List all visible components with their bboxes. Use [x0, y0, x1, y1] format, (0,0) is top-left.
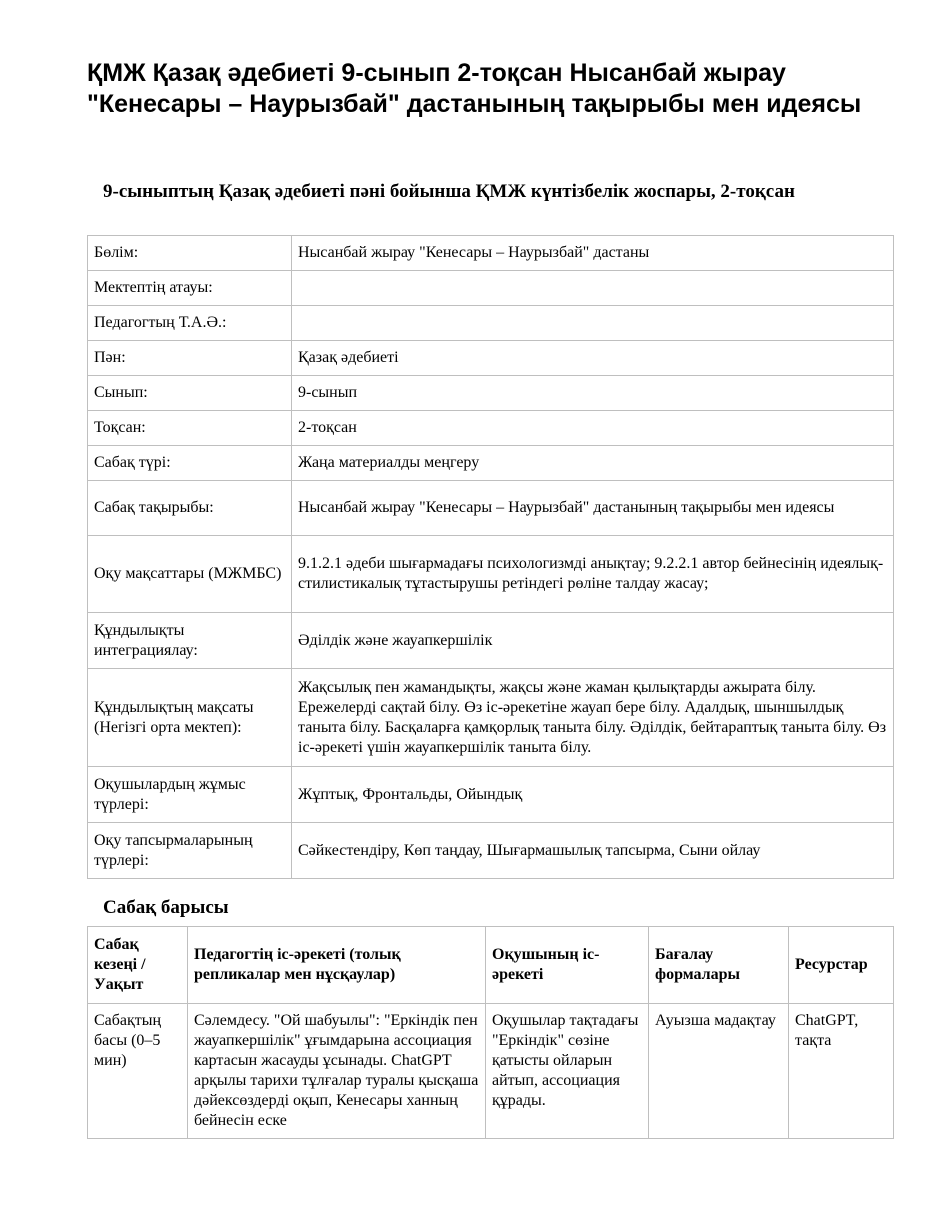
lesson-flow-table — [87, 926, 894, 1139]
info-value: 2-тоқсан — [292, 411, 894, 446]
column-header: Ресурстар — [789, 927, 894, 1004]
table-row — [88, 271, 894, 306]
table-row — [88, 446, 894, 481]
page-title: ҚМЖ Қазақ әдебиеті 9-сынып 2-тоқсан Нысанбай жырау "Кенесары – Наурызбай" дастанының тақырыбы мен идеясы — [87, 59, 862, 118]
info-value — [292, 306, 894, 341]
info-key: Тоқсан: — [88, 411, 292, 446]
info-key: Сабақ түрі: — [88, 446, 292, 481]
table-row — [88, 341, 894, 376]
info-value — [292, 271, 894, 306]
plan-subtitle: 9-сыныптың Қазақ әдебиеті пәні бойынша ҚМЖ күнтізбелік жоспары, 2-тоқсан — [103, 181, 795, 202]
info-value: Сәйкестендіру, Көп таңдау, Шығармашылық тапсырма, Сыни ойлау — [292, 823, 894, 879]
info-value: Нысанбай жырау "Кенесары – Наурызбай" дастанының тақырыбы мен идеясы — [292, 481, 894, 536]
info-value: 9-сынып — [292, 376, 894, 411]
table-header-row — [88, 927, 894, 1004]
info-value: Нысанбай жырау "Кенесары – Наурызбай" дастаны — [292, 236, 894, 271]
table-row — [88, 376, 894, 411]
table-row — [88, 767, 894, 823]
lesson-info-table — [87, 235, 894, 879]
info-key: Педагогтың Т.А.Ә.: — [88, 306, 292, 341]
info-key: Оқу мақсаттары (МЖМБС) — [88, 536, 292, 613]
table-row — [88, 481, 894, 536]
info-key: Оқушылардың жұмыс түрлері: — [88, 767, 292, 823]
info-key: Құндылықты интеграциялау: — [88, 613, 292, 669]
table-row — [88, 236, 894, 271]
info-value: Жұптық, Фронтальды, Ойындық — [292, 767, 894, 823]
table-cell: Сабақтың басы (0–5 мин) — [88, 1004, 188, 1139]
table-row — [88, 536, 894, 613]
info-value: Жақсылық пен жамандықты, жақсы және жаман қылықтарды ажырата білу. Ережелерді сақтай білу. Өз іс-әрекетіне жауап бере білу. Адалдық, шыншылдық таныта білу. Басқаларға қамқорлық таныта білу. Әділдік, бейтараптық таныта білу. Өз іс-әрекеті үшін жауапкершілік таныта білу. — [292, 669, 894, 767]
table-row — [88, 823, 894, 879]
table-cell: ChatGPT, тақта — [789, 1004, 894, 1139]
table-row — [88, 669, 894, 767]
column-header: Педагогтің іс-әрекеті (толық репликалар мен нұсқаулар) — [188, 927, 486, 1004]
column-header: Оқушының іс-әрекеті — [486, 927, 649, 1004]
info-value: Жаңа материалды меңгеру — [292, 446, 894, 481]
info-key: Сынып: — [88, 376, 292, 411]
table-cell: Ауызша мадақтау — [649, 1004, 789, 1139]
info-key: Сабақ тақырыбы: — [88, 481, 292, 536]
table-row — [88, 306, 894, 341]
info-value: Әділдік және жауапкершілік — [292, 613, 894, 669]
table-row — [88, 411, 894, 446]
info-key: Пән: — [88, 341, 292, 376]
info-value: 9.1.2.1 әдеби шығармадағы психологизмді анықтау; 9.2.2.1 автор бейнесінің идеялық-стилистикалық тұтастырушы ретіндегі рөліне талдау жасау; — [292, 536, 894, 613]
info-key: Мектептің атауы: — [88, 271, 292, 306]
info-value: Қазақ әдебиеті — [292, 341, 894, 376]
column-header: Бағалау формалары — [649, 927, 789, 1004]
table-cell: Оқушылар тақтадағы "Еркіндік" сөзіне қатысты ойларын айтып, ассоциация құрады. — [486, 1004, 649, 1139]
section-title: Сабақ барысы — [103, 897, 229, 918]
info-key: Оқу тапсырмаларының түрлері: — [88, 823, 292, 879]
table-row — [88, 1004, 894, 1139]
table-cell: Сәлемдесу. "Ой шабуылы": "Еркіндік пен жауапкершілік" ұғымдарына ассоциация картасын жасауды ұсынады. ChatGPT арқылы тарихи тұлғалар туралы қысқаша дәйексөздерді оқып, Кенесары ханның бейнесін еске — [188, 1004, 486, 1139]
info-key: Бөлім: — [88, 236, 292, 271]
info-key: Құндылықтың мақсаты (Негізгі орта мектеп): — [88, 669, 292, 767]
column-header: Сабақ кезеңі / Уақыт — [88, 927, 188, 1004]
table-row — [88, 613, 894, 669]
